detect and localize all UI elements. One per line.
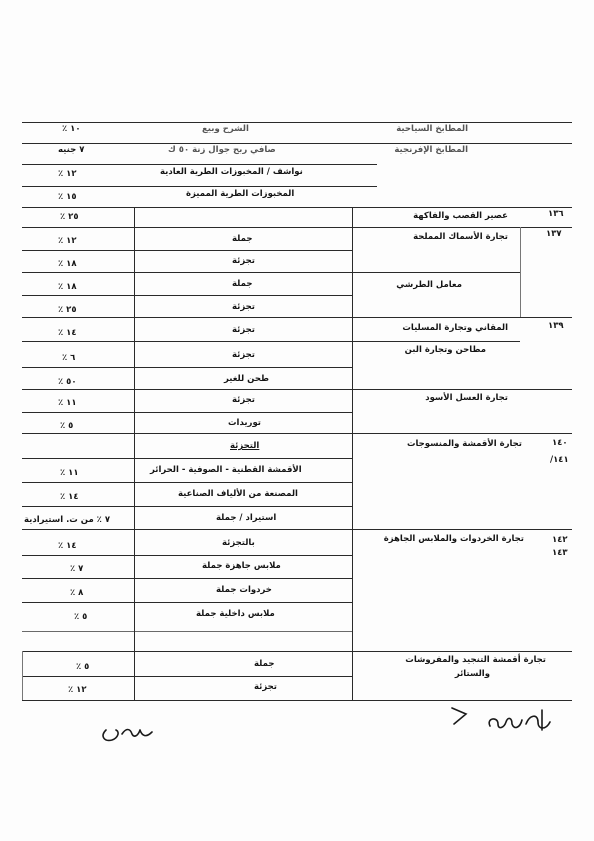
detail-cell: تجزئة	[232, 256, 255, 266]
activity-cell: والستائر	[454, 669, 490, 679]
code-cell: ١٤٠	[552, 438, 568, 448]
rule	[22, 482, 352, 483]
rate-cell: ٢٥ ٪	[60, 212, 79, 222]
detail-cell: تجزئة	[232, 350, 255, 360]
activity-cell: تجارة الأسماك المملحة	[413, 232, 508, 242]
rate-cell: ٦ ٪	[62, 353, 76, 363]
code-cell: ١٣٩	[548, 321, 564, 331]
rate-cell: ١١ ٪	[58, 398, 77, 408]
activity-cell: المقاني وتجارة المسليات	[402, 323, 508, 333]
column-divider	[134, 207, 135, 700]
rule	[22, 367, 352, 368]
activity-cell: تجارة العسل الأسود	[425, 393, 508, 403]
activity-cell: المطابخ الإفرنجية	[394, 145, 468, 155]
detail-cell: طحن للغير	[224, 374, 269, 384]
column-divider	[22, 651, 23, 700]
rule	[22, 412, 352, 413]
rule	[22, 389, 572, 390]
detail-cell: استيراد / جملة	[216, 513, 277, 523]
rule	[22, 317, 572, 318]
rule	[22, 272, 520, 273]
detail-cell: بالتجزئة	[222, 538, 255, 548]
rule	[22, 458, 352, 459]
detail-cell: المخبوزات الطرية المميزة	[186, 189, 295, 199]
rule	[22, 578, 352, 579]
rule	[22, 143, 572, 144]
rule	[22, 555, 352, 556]
activity-cell: تجارة الأقمشة والمنسوجات	[406, 439, 522, 449]
detail-cell: الشرح وبيع	[202, 124, 249, 134]
rule	[22, 250, 352, 251]
rate-cell: ٥ ٪	[76, 662, 90, 672]
rate-cell: ٨ ٪	[70, 588, 84, 598]
rate-cell: ١٨ ٪	[58, 282, 77, 292]
rule	[22, 295, 352, 296]
rule	[22, 676, 352, 677]
signature-right	[446, 700, 556, 736]
rate-cell: ٥٠ ٪	[58, 377, 77, 387]
detail-cell: صافي ربح جوال زنة ٥٠ ك	[168, 145, 276, 155]
rule	[22, 227, 572, 228]
code-cell: ١٤٣	[552, 548, 568, 558]
rate-cell: ١٥ ٪	[58, 192, 77, 202]
activity-cell: تجارة أقمشة التنجيد والمفروشات	[405, 655, 546, 665]
column-divider	[352, 207, 353, 700]
rate-cell: ١٤ ٪	[58, 541, 77, 551]
code-cell: ١٣٦	[548, 209, 564, 219]
detail-cell: نواشف / المخبوزات الطرية العادية	[160, 167, 303, 177]
rule	[22, 207, 572, 208]
detail-cell: خردوات جملة	[216, 585, 272, 595]
rate-cell: ١٨ ٪	[58, 259, 77, 269]
detail-cell: ملابس جاهزة جملة	[202, 561, 281, 571]
detail-cell: جملة	[232, 234, 253, 244]
rule	[22, 122, 572, 123]
activity-cell: تجارة الخردوات والملابس الجاهزة	[383, 534, 524, 544]
rate-cell: ٧ ٪ من ت. استيرادية	[24, 515, 111, 525]
column-divider	[520, 227, 521, 317]
detail-cell: ملابس داخلية جملة	[196, 609, 275, 619]
rule	[22, 186, 377, 187]
detail-cell: توريدات	[228, 418, 261, 428]
rate-cell: ٢٥ ٪	[58, 305, 77, 315]
rule	[22, 529, 572, 530]
rule	[22, 602, 352, 603]
rate-cell: ١٢ ٪	[58, 169, 77, 179]
detail-cell: جملة	[254, 659, 275, 669]
activity-cell: مطاحن وتجارة البن	[404, 345, 486, 355]
code-cell: ١٣٧	[546, 229, 562, 239]
rate-cell: ١٤ ٪	[58, 328, 77, 338]
detail-cell: تجزئة	[232, 325, 255, 335]
rule	[22, 506, 352, 507]
rate-cell: ١٢ ٪	[58, 236, 77, 246]
rate-cell: ١٤ ٪	[60, 492, 79, 502]
rate-cell: ١٠ ٪	[62, 124, 81, 134]
rate-cell: ٧ ٪	[70, 564, 84, 574]
rate-cell: ١٢ ٪	[68, 685, 87, 695]
activity-cell: عصير القصب والفاكهة	[413, 211, 508, 221]
detail-cell: المصنعة من الألياف الصناعية	[178, 489, 298, 499]
detail-cell: جملة	[232, 279, 253, 289]
rule	[22, 164, 377, 165]
detail-cell: تجزئة	[232, 395, 255, 405]
rule	[22, 433, 572, 434]
detail-cell: تجزئة	[232, 302, 255, 312]
signature-left	[96, 706, 160, 746]
rate-cell: ٧ جنيه	[58, 145, 85, 155]
code-cell: ١٤٢	[552, 535, 568, 545]
detail-cell: الأقمشة القطنية - الصوفية - الحرائر	[150, 465, 302, 475]
detail-cell: تجزئة	[254, 682, 277, 692]
rule	[22, 341, 520, 342]
activity-cell: معامل الطرشي	[396, 280, 462, 290]
detail-cell: التجزئة	[230, 441, 260, 451]
activity-cell: المطابخ السياحية	[396, 124, 468, 134]
rule	[22, 631, 352, 632]
code-cell: ١٤١/	[550, 455, 569, 465]
rate-cell: ٥ ٪	[60, 421, 74, 431]
rate-cell: ١١ ٪	[60, 468, 79, 478]
rule	[22, 651, 572, 652]
rate-cell: ٥ ٪	[74, 612, 88, 622]
